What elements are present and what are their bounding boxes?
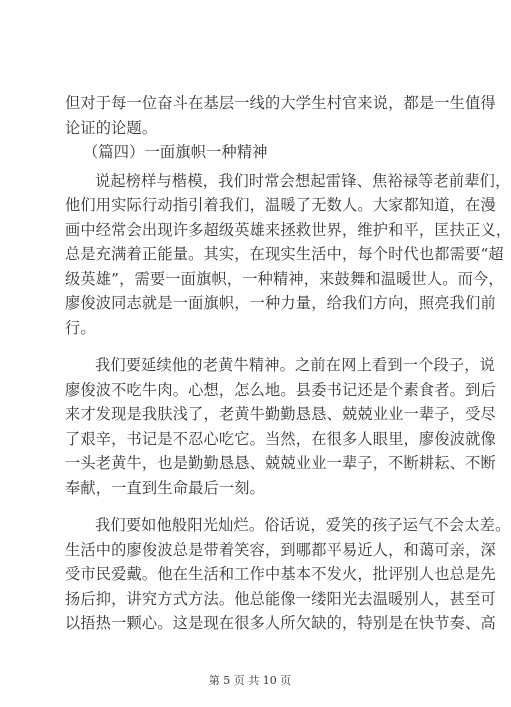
text-line: 论证的论题。 xyxy=(65,118,158,137)
paragraph-1 xyxy=(65,169,511,341)
page-body xyxy=(65,91,511,636)
text-line: 我们要如他般阳光灿烂。俗话说，爱笑的孩子运气不会太差。 xyxy=(95,516,511,534)
text-line: 廖俊波同志就是一面旗帜，一种力量，给我们方向，照亮我们前 xyxy=(65,294,496,312)
text-line: 受市民爱戴。他在生活和工作中基本不发火，批评别人也总是先 xyxy=(65,565,496,583)
paragraph-2 xyxy=(65,353,496,500)
text-line: 说起榜样与楷模，我们时常会想起雷锋、焦裕禄等老前辈们， xyxy=(95,171,511,190)
text-line: 了艰辛，书记是不忍心吃它。当然，在很多人眼里，廖俊波就像 xyxy=(65,429,496,448)
text-line: 扬后抑，讲究方式方法。他总能像一缕阳光去温暖别人，甚至可 xyxy=(65,589,496,608)
text-line: 他们用实际行动指引着我们，温暖了无数人。大家都知道，在漫 xyxy=(65,196,496,214)
text-line: 一头老黄牛，也是勤勤恳恳、兢兢业业一辈子，不断耕耘、不断 xyxy=(65,454,496,472)
text-line: 我们要延续他的老黄牛精神。之前在网上看到一个段子，说 xyxy=(95,356,496,374)
text-line: 但对于每一位奋斗在基层一线的大学生村官来说，都是一生值得 xyxy=(65,94,496,112)
page-footer: 第 5 页 共 10 页 xyxy=(208,674,292,687)
text-line: 以捂热一颗心。这是现在很多人所欠缺的，特别是在快节奏、高 xyxy=(65,614,496,632)
text-line: 廖俊波不吃牛肉。心想，怎么地。县委书记还是个素食者。到后 xyxy=(65,380,496,399)
spacer xyxy=(65,340,447,353)
section-heading: （篇四）一面旗帜一种精神 xyxy=(83,143,268,161)
text-line: 行。 xyxy=(65,318,96,337)
spacer xyxy=(65,500,447,513)
paragraph-3 xyxy=(65,513,511,636)
text-line: 生活中的廖俊波总是带着笑容，到哪都平易近人，和蔼可亲，深 xyxy=(65,540,496,559)
text-line: 总是充满着正能量。其实，在现实生活中，每个时代也都需要“超 xyxy=(65,245,504,263)
text-line: 级英雄”，需要一面旗帜，一种精神，来鼓舞和温暖世人。而今， xyxy=(65,269,504,288)
text-line: 奉献，一直到生命最后一刻。 xyxy=(65,478,266,497)
text-line: 来才发现是我肤浅了，老黄牛勤勤恳恳、兢兢业业一辈子，受尽 xyxy=(65,405,496,423)
text-line: 画中经常会出现许多超级英雄来拯救世界，维护和平，匡扶正义， xyxy=(65,220,511,239)
intro-paragraph xyxy=(65,91,496,140)
